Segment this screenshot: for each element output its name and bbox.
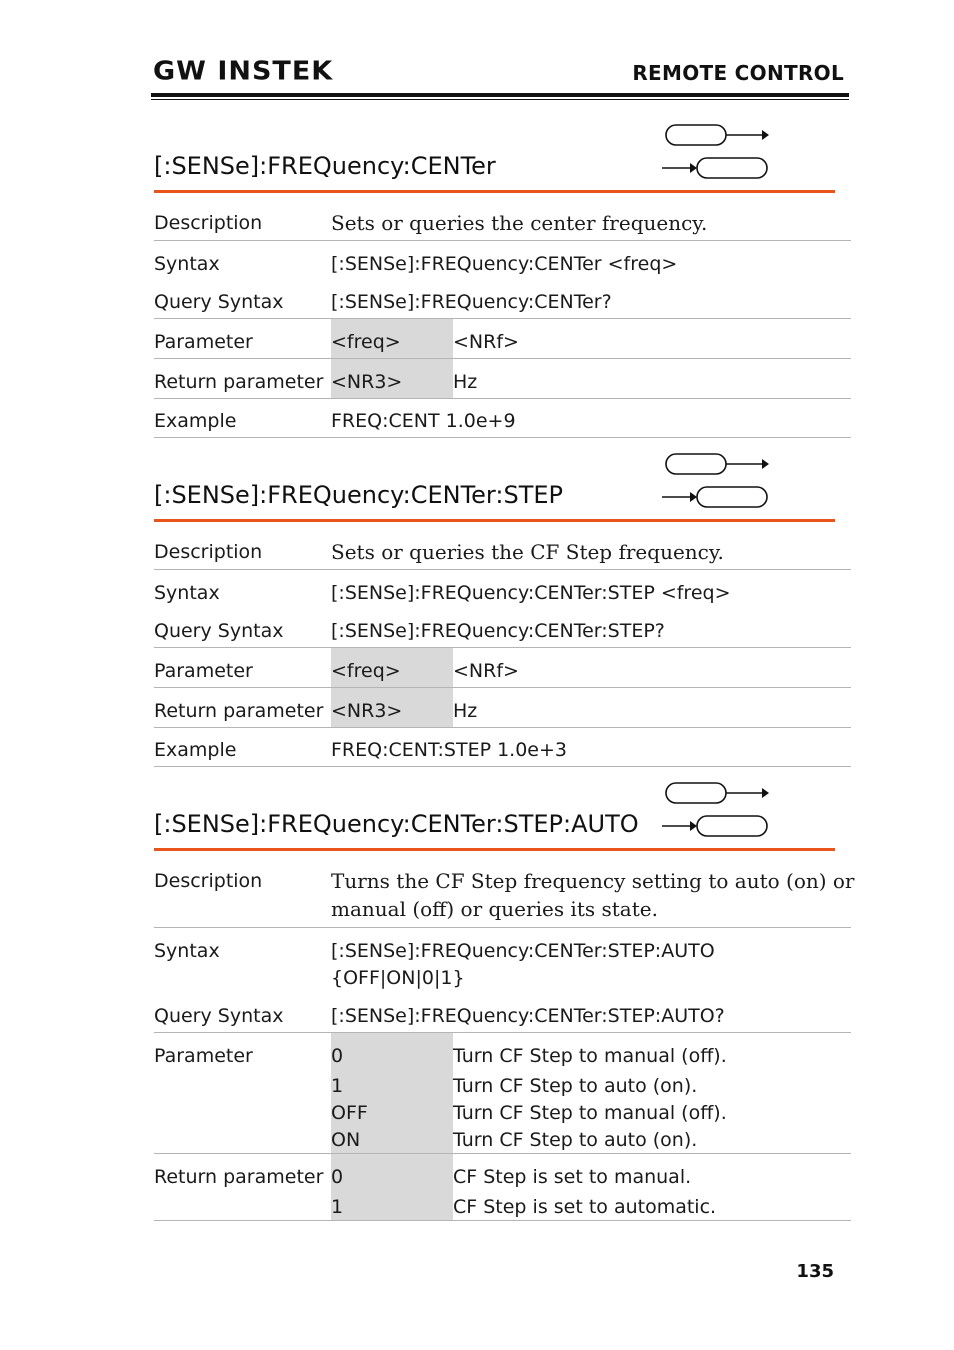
- syntax-row: [154, 241, 851, 279]
- example-row: [154, 728, 851, 767]
- syntax-row: [154, 928, 851, 998]
- return-row: [154, 359, 851, 399]
- logo: GW INSTEK: [153, 56, 334, 87]
- parameter-label: Parameter: [154, 331, 253, 353]
- syntax-text: [:SENSe]:FREQuency:CENTer:STEP <freq>: [331, 582, 731, 604]
- description-label: Description: [154, 870, 263, 892]
- section-rule: [154, 848, 835, 851]
- example-text: FREQ:CENT:STEP 1.0e+3: [331, 739, 567, 761]
- return-label: Return parameter: [154, 700, 324, 722]
- example-label: Example: [154, 739, 237, 761]
- example-label: Example: [154, 410, 237, 432]
- query-row: [154, 279, 851, 319]
- return-desc: CF Step is set to manual.: [453, 1166, 692, 1188]
- parameter-row: [154, 648, 851, 688]
- example-text: FREQ:CENT 1.0e+9: [331, 410, 516, 432]
- description-line-1: Turns the CF Step frequency setting to auto (on) or: [331, 869, 855, 893]
- return-shade: [331, 1154, 453, 1220]
- parameter-row: [154, 1033, 851, 1154]
- query-label: Query Syntax: [154, 1005, 284, 1027]
- section-center-step-auto: [154, 778, 855, 1223]
- syntax-label: Syntax: [154, 940, 220, 962]
- description-row: [154, 862, 855, 928]
- parameter-label: Parameter: [154, 660, 253, 682]
- header-rule-thin: [151, 99, 849, 100]
- section-rule: [154, 190, 835, 193]
- syntax-label: Syntax: [154, 582, 220, 604]
- section-title: [:SENSe]:FREQuency:CENTer:STEP:AUTO: [154, 810, 639, 838]
- parameter-name: 1: [331, 1075, 344, 1097]
- description-text: Sets or queries the center frequency.: [331, 211, 708, 235]
- query-text: [:SENSe]:FREQuency:CENTer:STEP?: [331, 620, 665, 642]
- parameter-name: ON: [331, 1129, 361, 1151]
- query-label: Query Syntax: [154, 620, 284, 642]
- return-label: Return parameter: [154, 371, 324, 393]
- parameter-desc: Turn CF Step to auto (on).: [453, 1075, 698, 1097]
- section-title: [:SENSe]:FREQuency:CENTer: [154, 152, 496, 180]
- syntax-line-2: {OFF|ON|0|1}: [331, 967, 465, 989]
- description-line-2: manual (off) or queries its state.: [331, 897, 658, 921]
- parameter-desc: Turn CF Step to manual (off).: [453, 1045, 727, 1067]
- description-label: Description: [154, 212, 263, 234]
- query-row: [154, 998, 851, 1033]
- section-center: [154, 120, 851, 440]
- set-query-icon: [662, 780, 772, 840]
- set-query-icon: [662, 122, 772, 182]
- description-row: [154, 533, 851, 570]
- parameter-desc: Turn CF Step to auto (on).: [453, 1129, 698, 1151]
- query-text: [:SENSe]:FREQuency:CENTer:STEP:AUTO?: [331, 1005, 725, 1027]
- query-label: Query Syntax: [154, 291, 284, 313]
- parameter-value: <NRf>: [453, 331, 519, 353]
- return-row: [154, 1154, 851, 1221]
- section-rule: [154, 519, 835, 522]
- parameter-label: Parameter: [154, 1045, 253, 1067]
- return-value: Hz: [453, 371, 478, 393]
- section-center-step: [154, 449, 851, 769]
- return-desc: CF Step is set to automatic.: [453, 1196, 717, 1218]
- parameter-name: OFF: [331, 1102, 368, 1124]
- parameter-name: <freq>: [331, 660, 401, 682]
- description-label: Description: [154, 541, 263, 563]
- return-name: <NR3>: [331, 700, 403, 722]
- section-title: [:SENSe]:FREQuency:CENTer:STEP: [154, 481, 563, 509]
- parameter-desc: Turn CF Step to manual (off).: [453, 1102, 727, 1124]
- description-row: [154, 204, 851, 241]
- parameter-name: 0: [331, 1045, 344, 1067]
- query-text: [:SENSe]:FREQuency:CENTer?: [331, 291, 612, 313]
- header-title: REMOTE CONTROL: [632, 61, 844, 85]
- syntax-row: [154, 570, 851, 608]
- description-text: Sets or queries the CF Step frequency.: [331, 540, 724, 564]
- parameter-name: <freq>: [331, 331, 401, 353]
- set-query-icon: [662, 451, 772, 511]
- syntax-line-1: [:SENSe]:FREQuency:CENTer:STEP:AUTO: [331, 940, 715, 962]
- return-name: <NR3>: [331, 371, 403, 393]
- return-value: Hz: [453, 700, 478, 722]
- query-row: [154, 608, 851, 648]
- syntax-text: [:SENSe]:FREQuency:CENTer <freq>: [331, 253, 678, 275]
- parameter-row: [154, 319, 851, 359]
- return-label: Return parameter: [154, 1166, 324, 1188]
- parameter-value: <NRf>: [453, 660, 519, 682]
- return-name: 0: [331, 1166, 344, 1188]
- syntax-label: Syntax: [154, 253, 220, 275]
- example-row: [154, 399, 851, 438]
- return-name: 1: [331, 1196, 344, 1218]
- return-row: [154, 688, 851, 728]
- header-rule: [151, 93, 849, 97]
- page-number: 135: [796, 1261, 834, 1282]
